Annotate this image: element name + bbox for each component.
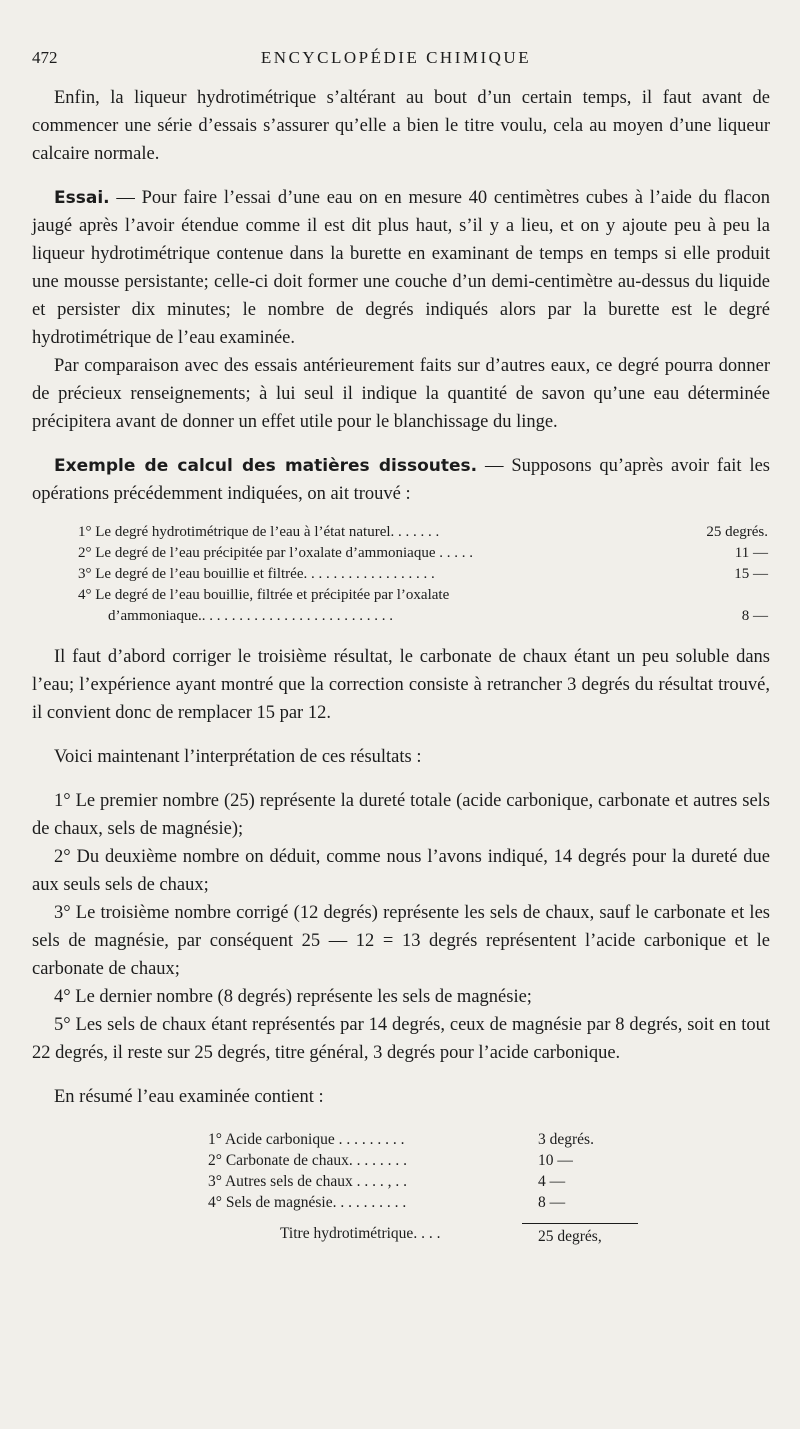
exemple-paragraph — [32, 452, 770, 508]
exemple-heading: Exemple de calcul des matières dissoutes. — [54, 456, 478, 476]
row-value: 25 degrés. — [706, 524, 768, 540]
paragraph: 4° Le dernier nombre (8 degrés) représente les sels de magnésie; — [54, 987, 532, 1007]
total-row — [208, 1223, 638, 1247]
paragraph: Voici maintenant l’interprétation de ces résultats : — [54, 747, 422, 767]
paragraph: 2° Du deuxième nombre on déduit, comme nous l’avons indiqué, 14 degrés pour la dureté due aux seuls sels de chaux; — [32, 847, 770, 895]
row-value: 3 degrés. — [538, 1131, 594, 1148]
running-title: ENCYCLOPÉDIE CHIMIQUE — [260, 48, 532, 67]
paragraph: 5° Les sels de chaux étant représentés par 14 degrés, ceux de magnésie par 8 degrés, soit en tout 22 degrés, il reste sur 25 degrés, titre général, 3 degrés pour l’acide carbonique. — [32, 1015, 770, 1063]
row-label: d’ammoniaque.. . . . . . . . . . . . . . . . . . . . . . . . . . — [108, 608, 393, 624]
row-value — [678, 585, 768, 606]
table-row — [208, 1150, 638, 1171]
table-row — [208, 1171, 638, 1192]
page-body — [32, 84, 770, 1247]
row-value: 15 — — [734, 566, 768, 582]
table-row — [78, 606, 768, 627]
row-value: 10 — — [538, 1152, 573, 1169]
results-table — [78, 522, 768, 627]
table-row — [78, 564, 768, 585]
table-row — [78, 585, 768, 606]
row-label: 2° Carbonate de chaux. . . . . . . . — [208, 1152, 408, 1169]
summary-table — [208, 1129, 638, 1247]
paragraph: Enfin, la liqueur hydrotimétrique s’altérant au bout d’un certain temps, il faut avant de commencer une série d’essais s’assurer qu’elle a bien le titre voulu, cela au moyen d’une liqueur calcaire normale. — [32, 88, 770, 164]
total-value: 25 degrés, — [522, 1223, 638, 1247]
essai-text: — Pour faire l’essai d’une eau on en mesure 40 centimètres cubes à l’aide du flacon jaugé après l’avoir étendue comme il est dit plus haut, s’il y a lieu, et on y ajoute peu à peu la liqueur hydrotimétrique contenue dans la burette en examinant de temps en temps si elle produit une mousse persistante; celle-ci doit former une couche d’un demi-centimètre au-dessus du liquide et persister dix minutes; le nombre de degrés indiqués alors par la burette est le degré hydrotimétrique de l’eau examinée. — [32, 188, 770, 348]
paragraph: Il faut d’abord corriger le troisième résultat, le carbonate de chaux étant un peu soluble dans l’eau; l’expérience ayant montré que la correction consiste à retrancher 3 degrés du résultat trouvé, il convient donc de remplacer 15 par 12. — [32, 647, 770, 723]
page-number: 472 — [32, 48, 58, 67]
table-row — [208, 1192, 638, 1213]
essai-paragraph — [32, 184, 770, 352]
row-label: 1° Acide carbonique . . . . . . . . . — [208, 1131, 405, 1148]
paragraph: 3° Le troisième nombre corrigé (12 degrés) représente les sels de chaux, sauf le carbonate et les sels de magnésie, par conséquent 25 — 12 = 13 degrés représentent l’acide carbonique et le carbonate de chaux; — [32, 903, 770, 979]
paragraph: En résumé l’eau examinée contient : — [54, 1087, 324, 1107]
row-value: 11 — — [734, 545, 768, 561]
row-label: 2° Le degré de l’eau précipitée par l’oxalate d’ammoniaque . . . . . — [78, 545, 473, 561]
essai-heading: Essai. — [54, 188, 110, 208]
row-label: 3° Autres sels de chaux . . . . , . . — [208, 1173, 408, 1190]
row-label: 1° Le degré hydrotimétrique de l’eau à l’état naturel. . . . . . . — [78, 524, 440, 540]
row-label: 4° Sels de magnésie. . . . . . . . . . — [208, 1194, 407, 1211]
exemple-text: — Supposons qu’après avoir fait les opérations précédemment indiquées, on ait trouvé : — [32, 456, 770, 504]
row-label: 4° Le degré de l’eau bouillie, filtrée et précipitée par l’oxalate — [78, 587, 450, 603]
row-value: 4 — — [538, 1173, 566, 1190]
table-row — [78, 543, 768, 564]
paragraph: 1° Le premier nombre (25) représente la dureté totale (acide carbonique, carbonate et autres sels de chaux, sels de magnésie); — [32, 791, 770, 839]
table-row — [78, 522, 768, 543]
row-value: 8 — — [741, 608, 768, 624]
row-label: 3° Le degré de l’eau bouillie et filtrée. . . . . . . . . . . . . . . . . . — [78, 566, 435, 582]
total-label: Titre hydrotimétrique. . . . — [280, 1225, 441, 1242]
row-value: 8 — — [538, 1194, 566, 1211]
table-row — [208, 1129, 638, 1150]
running-header — [32, 48, 780, 72]
paragraph: Par comparaison avec des essais antérieurement faits sur d’autres eaux, ce degré pourra donner de précieux renseignements; à lui seul il indique la quantité de savon qu’une eau déterminée précipitera avant de donner un effet utile pour le blanchissage du linge. — [32, 356, 770, 432]
